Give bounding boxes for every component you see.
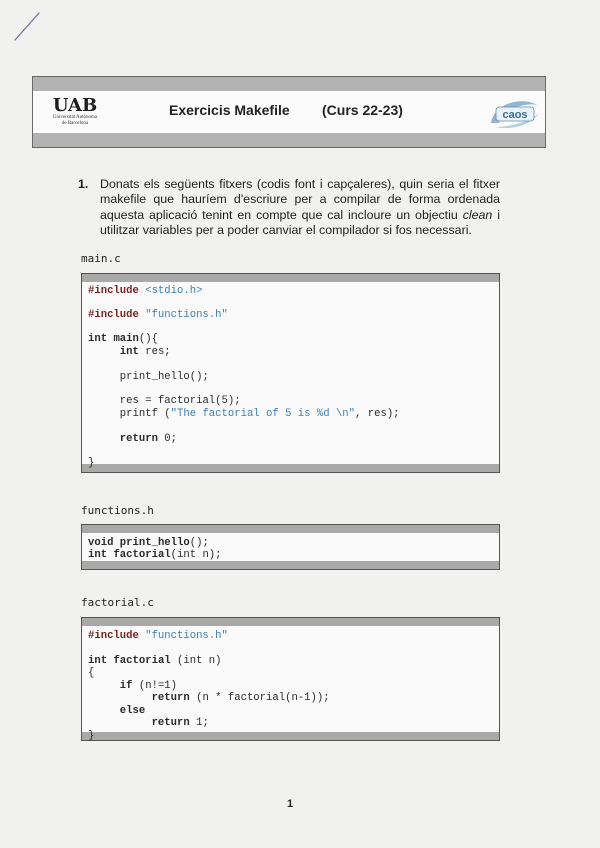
code-band-top — [82, 525, 499, 533]
code-token: res; — [138, 346, 171, 358]
code-box-main-c — [81, 273, 500, 473]
code-token: <stdio.h> — [145, 285, 203, 297]
code-token: void — [88, 537, 114, 549]
code-token: "The factorial of 5 is %d \n" — [170, 408, 356, 420]
exercise-number: 1. — [78, 177, 89, 191]
exercise-text-before: Donats els següents fitxers (codis font i capçaleres), quin seria el fitxer makefile que hauríem d'escriure per a compilar de forma ordenada aquesta aplicació tenint en compte que cal incloure un objectiu — [100, 177, 500, 222]
code-band-bottom — [82, 732, 499, 740]
code-token — [88, 346, 120, 358]
code-token: else — [119, 705, 146, 717]
code-token: , res); — [355, 408, 400, 420]
code-token: main — [113, 333, 139, 345]
code-line — [88, 457, 94, 469]
exercise-1 — [80, 177, 500, 238]
code-token: "functions.h" — [145, 630, 228, 642]
code-line — [88, 408, 400, 420]
code-token — [88, 408, 120, 420]
code-token — [88, 433, 120, 445]
code-token — [88, 680, 120, 692]
code-line — [88, 667, 94, 679]
code-token: } — [88, 457, 95, 469]
code-line — [88, 371, 209, 383]
header-band-bottom — [33, 133, 545, 147]
page-number: 1 — [287, 798, 294, 810]
code-token: res = factorial(5); — [119, 395, 241, 407]
uab-logo-subtitle-2: de Barcelona — [61, 121, 89, 126]
code-token: } — [88, 730, 95, 742]
code-token: print_hello(); — [119, 371, 209, 383]
code-token: (int n) — [170, 655, 222, 667]
code-token: (int n); — [170, 549, 222, 561]
code-line — [88, 730, 94, 742]
document-header — [32, 76, 546, 148]
code-token: #include — [88, 285, 139, 297]
code-line — [88, 655, 222, 667]
course-year: (Curs 22-23) — [322, 102, 403, 118]
code-line — [88, 395, 241, 407]
code-token: int — [88, 549, 108, 561]
code-line — [88, 680, 177, 692]
code-token: return — [151, 717, 190, 729]
code-line — [88, 309, 228, 321]
code-box-factorial-c — [81, 617, 500, 741]
code-token: (n!=1) — [132, 680, 178, 692]
code-token: 1; — [189, 717, 209, 729]
code-token: return — [151, 692, 190, 704]
code-token: int — [88, 655, 108, 667]
code-line — [88, 705, 145, 717]
code-line — [88, 692, 330, 704]
uab-logo-mark — [43, 97, 107, 115]
code-token — [88, 371, 120, 383]
code-token: "functions.h" — [145, 309, 228, 321]
code-token: printf ( — [119, 408, 171, 420]
code-line — [88, 630, 228, 642]
code-token — [88, 692, 152, 704]
code-band-bottom — [82, 561, 499, 569]
header-band-top — [33, 77, 545, 91]
file-label-functions-h: functions.h — [81, 504, 154, 517]
caos-logo — [485, 93, 543, 133]
exercise-text-after: i utilitzar variables per a poder canviar el compilador si fos necessari. — [100, 207, 500, 237]
code-line — [88, 537, 209, 549]
code-band-top — [82, 274, 499, 282]
code-token: int — [88, 333, 108, 345]
code-line — [88, 549, 222, 561]
code-token: if — [119, 680, 133, 692]
uab-logo-subtitle-1: Universitat Autònoma — [52, 115, 98, 120]
code-token: factorial — [113, 549, 171, 561]
code-token: #include — [88, 309, 139, 321]
uab-logo-text: UAB — [52, 95, 98, 116]
code-token: (n * factorial(n-1)); — [189, 692, 330, 704]
code-token: 0; — [157, 433, 178, 445]
code-token: print_hello — [119, 537, 190, 549]
code-band-top — [82, 618, 499, 626]
file-label-main-c: main.c — [81, 252, 121, 265]
code-box-functions-h — [81, 524, 500, 570]
code-band-bottom — [82, 464, 499, 472]
pen-mark — [12, 10, 42, 42]
exercise-text-emph: clean — [462, 207, 493, 222]
document-title: Exercicis Makefile — [169, 102, 290, 118]
code-line — [88, 433, 177, 445]
caos-logo-text: caos — [502, 109, 528, 121]
file-label-factorial-c: factorial.c — [81, 596, 154, 609]
uab-logo — [43, 97, 107, 129]
code-line — [88, 346, 171, 358]
code-token: int — [119, 346, 139, 358]
code-line — [88, 333, 158, 345]
code-token — [88, 705, 120, 717]
code-token: (); — [189, 537, 209, 549]
code-token: { — [88, 667, 95, 679]
code-token — [88, 395, 120, 407]
code-token: return — [119, 433, 158, 445]
exercise-text — [100, 177, 500, 238]
code-token: factorial — [113, 655, 171, 667]
code-line — [88, 717, 209, 729]
code-token: #include — [88, 630, 139, 642]
code-token: (){ — [138, 333, 158, 345]
code-token — [88, 717, 152, 729]
code-line — [88, 285, 202, 297]
